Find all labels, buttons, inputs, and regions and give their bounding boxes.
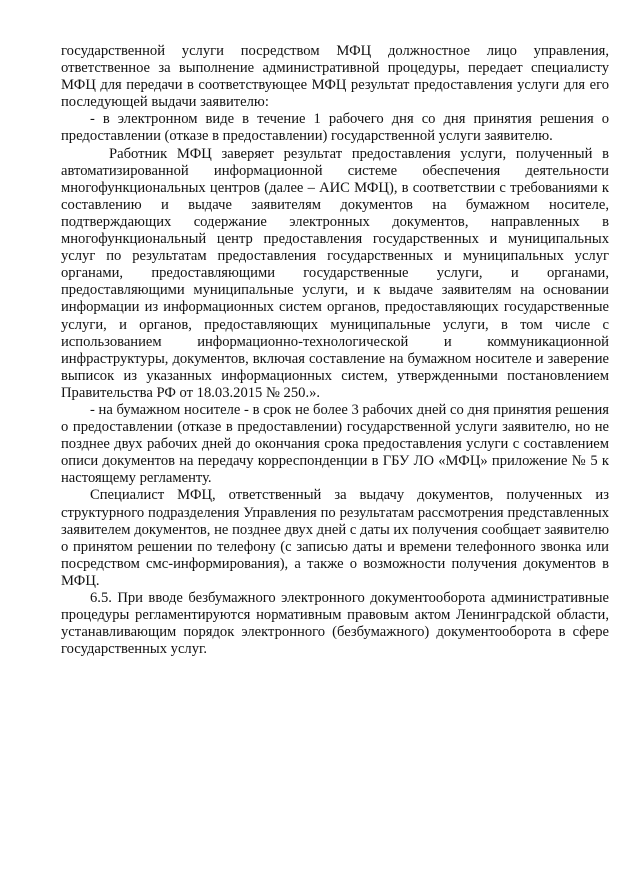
- paragraph-paper-form: - на бумажном носителе - в срок не более 3 рабочих дней со дня принятия решения о предоставлении (отказе в предоставлении) государственной услуги заявителю, но не позднее двух рабочих дней до окончания срока предоставления услуги с составлением описи документов на передачу корреспонденции в ГБУ ЛО «МФЦ» приложение № 5 к настоящему регламенту.: [61, 401, 609, 487]
- paragraph-electronic-form: - в электронном виде в течение 1 рабочего дня со дня принятия решения о предоставлении (отказе в предоставлении) государственной услуги заявителю.: [61, 111, 609, 145]
- paragraph-mfc-specialist: Специалист МФЦ, ответственный за выдачу документов, полученных из структурного подразделения Управления по результатам рассмотрения представленных заявителем документов, не позднее двух дней с даты их получения сообщает заявителю о принятом решении по телефону (с записью даты и времени телефонного звонка или посредством смс-информирования), а также о возможности получения документов в МФЦ.: [61, 487, 609, 589]
- paragraph-continuation: государственной услуги посредством МФЦ должностное лицо управления, ответственное за выполнение административной процедуры, передает специалисту МФЦ для передачи в соответствующее МФЦ результат предоставления услуги для его последующей выдачи заявителю:: [61, 43, 609, 111]
- document-body: [61, 43, 609, 658]
- paragraph-section-6-5: 6.5. При вводе безбумажного электронного документооборота административные процедуры регламентируются нормативным правовым актом Ленинградской области, устанавливающим порядок электронного (безбумажного) документооборота в сфере государственных услуг.: [61, 590, 609, 658]
- paragraph-mfc-worker: Работник МФЦ заверяет результат предоставления услуги, полученный в автоматизированной информационной системе обеспечения деятельности многофункциональных центров (далее – АИС МФЦ), в соответствии с требованиями к составлению и выдаче заявителям документов на бумажном носителе, подтверждающих содержание электронных документов, направленных в многофункциональный центр предоставления государственных и муниципальных услуг по результатам предоставления государственных и муниципальных услуг органами, предоставляющими государственные услуги, и органами, предоставляющими муниципальные услуги, и к выдаче заявителям на основании информации из информационных систем органов, предоставляющих государственные услуги, и органов, предоставляющих муниципальные услуги, в том числе с использованием информационно-технологической и коммуникационной инфраструктуры, документов, включая составление на бумажном носителе и заверение выписок из указанных информационных систем, утвержденными постановлением Правительства РФ от 18.03.2015 № 250.».: [61, 145, 609, 401]
